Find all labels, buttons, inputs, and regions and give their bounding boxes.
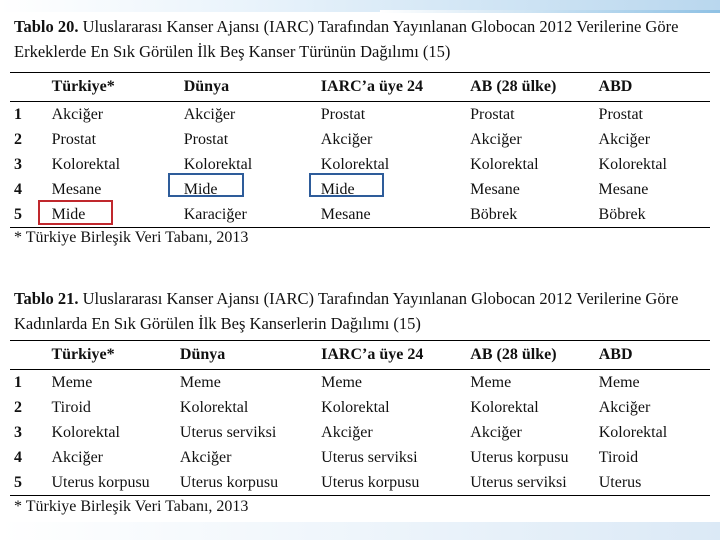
table-cell: Uterus korpusu [321,473,420,491]
table21-header-cell: AB (28 ülke) [470,346,557,363]
row-number: 5 [14,205,22,223]
table-cell: Akciğer [598,398,651,416]
row-number: 1 [14,105,22,123]
table-cell: Uterus korpusu [51,473,150,491]
table20-header-cell: ABD [598,78,633,95]
table-cell: Prostat [183,130,229,148]
row-number: 5 [14,473,22,491]
table21-caption-line1: Uluslararası Kanser Ajansı (IARC) Tarafından Yayınlanan Globocan 2012 Verilerine Göre [78,289,679,308]
table-cell: Prostat [51,130,97,148]
table-cell: Tiroid [51,398,91,416]
table21-header-cell: IARC’a üye 24 [321,346,424,363]
table-cell: Kolorektal [320,155,390,173]
table-cell: Tiroid [598,448,639,466]
table20-header-cell [10,73,52,102]
table-cell: Mesane [470,180,520,198]
table21-header-cell: ABD [598,346,633,363]
table-cell: Uterus korpusu [179,473,279,491]
table-cell: Böbrek [470,205,518,223]
table20-body [10,102,710,228]
table-cell: Prostat [320,105,366,123]
table21-header-cell: Türkiye* [51,346,115,363]
table20-header-cell: IARC’a üye 24 [320,78,423,95]
table-cell: Meme [179,373,221,391]
row-number: 2 [14,398,22,416]
table-cell: Meme [470,373,512,391]
bottom-decoration-band [0,522,720,540]
table-cell: Kolorektal [51,155,121,173]
table-cell: Akciğer [51,448,103,466]
table-row [10,395,710,420]
table-cell: Akciğer [470,130,522,148]
table21 [10,340,710,496]
highlight-box-iarc-mide [309,173,384,197]
table-cell: Uterus korpusu [470,448,569,466]
table-cell: Akciğer [320,130,373,148]
table-cell: Böbrek [598,205,646,223]
table-row [10,127,710,152]
table-cell: Mide [51,205,86,223]
table-cell: Mesane [51,180,102,198]
table-cell: Kolorektal [470,155,539,173]
table-cell: Meme [321,373,363,391]
highlight-box-dunya-mide [168,173,244,197]
table20-header-cell: Türkiye* [51,78,115,95]
table20-header-cell: AB (28 ülke) [470,78,557,95]
row-number: 4 [14,448,22,466]
table-cell: Kolorektal [321,398,390,416]
table-cell: Uterus [598,473,642,491]
table-cell: Kolorektal [183,155,253,173]
table-cell: Kolorektal [51,423,120,441]
highlight-box-turkiye-mide [38,200,113,225]
table21-caption [14,286,714,336]
table20-caption [14,14,714,64]
table20-number: Tablo 20. [14,17,79,36]
table-cell: Mide [183,180,218,198]
table-cell: Prostat [470,105,515,123]
table20 [10,72,710,228]
table21-body [10,370,710,496]
table-cell: Kolorektal [470,398,539,416]
table21-number: Tablo 21. [14,289,79,308]
table20-header-cell: Dünya [183,78,230,95]
table-cell: Uterus serviksi [321,448,418,466]
table-cell: Meme [51,373,93,391]
table-cell: Mide [320,180,355,198]
table-cell: Kolorektal [598,155,667,173]
table-cell: Akciğer [321,423,373,441]
table-row [10,370,710,396]
table-cell: Uterus serviksi [470,473,567,491]
table-cell: Akciğer [598,130,651,148]
table20-caption-line2: Erkeklerde En Sık Görülen İlk Beş Kanser Türünün Dağılımı (15) [14,42,451,61]
table21-header-cell [10,341,51,370]
top-decoration-stripe [380,10,720,13]
row-number: 3 [14,423,22,441]
table20-header-row [10,73,710,102]
table20-caption-line1: Uluslararası Kanser Ajansı (IARC) Tarafından Yayınlanan Globocan 2012 Verilerine Göre [78,17,679,36]
table-cell: Kolorektal [598,423,668,441]
table-row [10,102,710,128]
table20-footnote: * Türkiye Birleşik Veri Tabanı, 2013 [14,229,249,246]
table-cell: Karaciğer [183,205,247,223]
row-number: 1 [14,373,22,391]
table-cell: Akciğer [179,448,232,466]
table-cell: Meme [598,373,640,391]
table-cell: Akciğer [470,423,522,441]
table21-footnote: * Türkiye Birleşik Veri Tabanı, 2013 [14,498,249,515]
table-cell: Uterus serviksi [179,423,277,441]
table-cell: Akciğer [51,105,104,123]
table21-header-cell: Dünya [179,346,226,363]
table-cell: Mesane [320,205,371,223]
table-cell: Kolorektal [179,398,249,416]
table-cell: Akciğer [183,105,236,123]
table-row [10,445,710,470]
table21-header-row [10,341,710,370]
table-cell: Mesane [598,180,649,198]
row-number: 2 [14,130,22,148]
row-number: 3 [14,155,22,173]
table21-caption-line2: Kadınlarda En Sık Görülen İlk Beş Kanserlerin Dağılımı (15) [14,314,421,333]
row-number: 4 [14,180,22,198]
table-row [10,202,710,228]
table-row [10,420,710,445]
table-cell: Prostat [598,105,643,123]
table-row [10,470,710,496]
